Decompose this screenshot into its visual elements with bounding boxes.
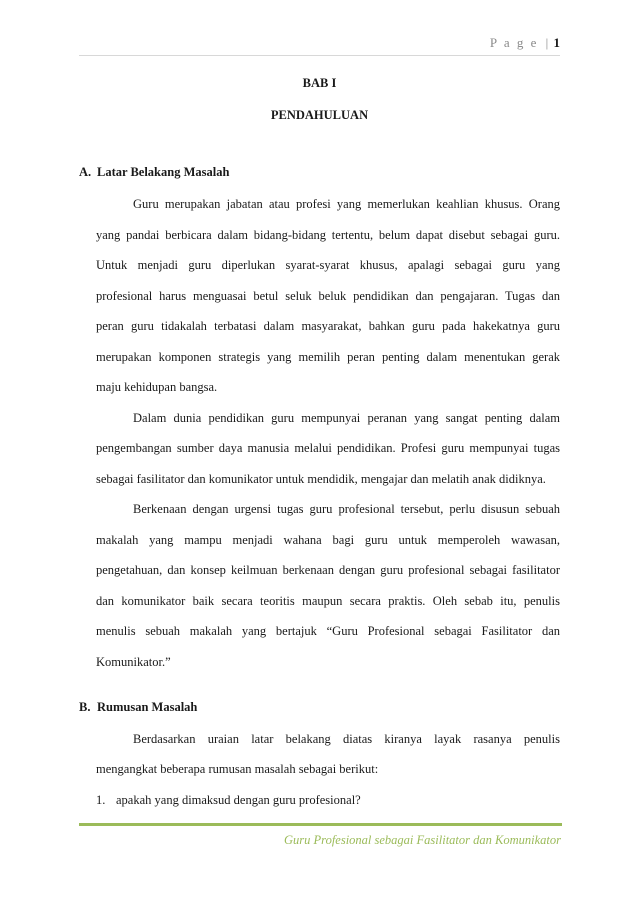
paragraph-line: mengangkat beberapa rumusan masalah sebagai berikut: bbox=[96, 762, 379, 776]
paragraph-line: profesional harus menguasai betul seluk beluk pendidikan dan pengajaran. Tugas dan bbox=[96, 289, 560, 303]
section-b-letter: B. bbox=[79, 700, 91, 714]
paragraph-line: pengetahuan, dan konsep keilmuan berkenaan dengan guru profesional sebagai fasilitator bbox=[96, 563, 560, 577]
page-separator: | bbox=[545, 35, 549, 50]
header-divider bbox=[79, 55, 560, 56]
paragraph-line: Berkenaan dengan urgensi tugas guru profesional tersebut, perlu disusun sebuah bbox=[133, 502, 560, 516]
footer-divider bbox=[79, 823, 562, 826]
section-a-letter: A. bbox=[79, 165, 92, 179]
page-number: 1 bbox=[553, 35, 560, 50]
chapter-title: PENDAHULUAN bbox=[270, 108, 369, 122]
section-a-title: Latar Belakang Masalah bbox=[97, 165, 230, 179]
paragraph-line: yang pandai berbicara dalam bidang-bidang tertentu, belum dapat disebut sebagai guru. bbox=[96, 228, 560, 242]
paragraph-line: Komunikator.” bbox=[96, 655, 171, 669]
page-header bbox=[490, 35, 560, 51]
paragraph-line: dan komunikator baik secara teoritis maupun secara praktis. Oleh sebab itu, penulis bbox=[96, 594, 560, 608]
paragraph-line: makalah yang mampu menjadi wahana bagi guru untuk memperoleh wawasan, bbox=[96, 533, 560, 547]
paragraph-line: maju kehidupan bangsa. bbox=[96, 380, 218, 394]
section-b-title: Rumusan Masalah bbox=[97, 700, 198, 714]
paragraph-line: Guru merupakan jabatan atau profesi yang memerlukan keahlian khusus. Orang bbox=[133, 197, 560, 211]
paragraph-line: peran guru tidakalah terbatasi dalam masyarakat, bahkan guru pada hakekatnya guru bbox=[96, 319, 560, 333]
list-item bbox=[96, 792, 361, 808]
list-item-number: 1. bbox=[96, 793, 106, 807]
chapter-number: BAB I bbox=[302, 76, 337, 90]
list-item-text: apakah yang dimaksud dengan guru profesional? bbox=[116, 793, 361, 807]
page-label: P a g e bbox=[489, 35, 539, 50]
paragraph-line: sebagai fasilitator dan komunikator untuk mendidik, mengajar dan melatih anak didiknya. bbox=[96, 472, 546, 486]
section-b-heading bbox=[79, 700, 197, 715]
paragraph-line: menulis sebuah makalah yang bertajuk “Guru Profesional sebagai Fasilitator dan bbox=[96, 624, 560, 638]
section-a-heading bbox=[79, 165, 229, 180]
paragraph-line: merupakan komponen strategis yang memilih peran penting dalam menentukan gerak bbox=[96, 350, 560, 364]
paragraph-line: Untuk menjadi guru diperlukan syarat-syarat khusus, apalagi sebagai guru yang bbox=[96, 258, 560, 272]
page-footer: Guru Profesional sebagai Fasilitator dan Komunikator bbox=[284, 833, 561, 847]
paragraph-line: pengembangan sumber daya manusia melalui pendidikan. Profesi guru mempunyai tugas bbox=[96, 441, 560, 455]
paragraph-line: Berdasarkan uraian latar belakang diatas kiranya layak rasanya penulis bbox=[133, 732, 560, 746]
paragraph-line: Dalam dunia pendidikan guru mempunyai peranan yang sangat penting dalam bbox=[133, 411, 560, 425]
